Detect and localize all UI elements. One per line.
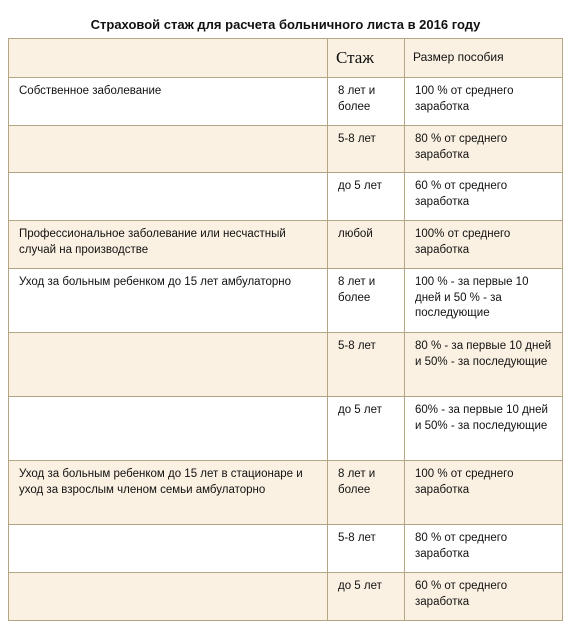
row-benefit-cell: 80 % от среднего заработка — [405, 126, 563, 173]
row-benefit-cell: 100 % от среднего заработка — [405, 78, 563, 126]
table-header-row — [9, 39, 563, 78]
row-case-cell: Уход за больным ребенком до 15 лет амбулаторно — [9, 269, 328, 333]
header-stazh: Стаж — [328, 39, 405, 78]
row-case-cell — [9, 525, 328, 573]
row-stazh-cell: 5-8 лет — [328, 333, 405, 397]
row-case-cell — [9, 397, 328, 461]
row-case-cell — [9, 573, 328, 621]
row-case-cell — [9, 173, 328, 221]
row-stazh-cell: любой — [328, 221, 405, 269]
table-row — [9, 221, 563, 269]
table-row — [9, 461, 563, 525]
row-benefit-cell: 100% от среднего заработка — [405, 221, 563, 269]
row-case-cell — [9, 333, 328, 397]
row-benefit-cell: 80 % от среднего заработка — [405, 525, 563, 573]
row-benefit-cell: 80 % - за первые 10 дней и 50% - за последующие — [405, 333, 563, 397]
row-stazh-cell: до 5 лет — [328, 573, 405, 621]
row-case-cell: Собственное заболевание — [9, 78, 328, 126]
table-row — [9, 269, 563, 333]
row-benefit-cell: 60 % от среднего заработка — [405, 573, 563, 621]
row-case-cell — [9, 126, 328, 173]
page-title: Страховой стаж для расчета больничного листа в 2016 году — [90, 17, 481, 32]
header-case — [9, 39, 328, 78]
table-row — [9, 397, 563, 461]
row-stazh-cell: 5-8 лет — [328, 126, 405, 173]
row-stazh-cell: 5-8 лет — [328, 525, 405, 573]
row-stazh-cell: 8 лет и более — [328, 78, 405, 126]
table-body — [9, 78, 563, 621]
row-benefit-cell: 100 % от среднего заработка — [405, 461, 563, 525]
row-benefit-cell: 100 % - за первые 10 дней и 50 % - за последующие — [405, 269, 563, 333]
header-benefit-size: Размер пособия — [405, 39, 563, 78]
row-stazh-cell: 8 лет и более — [328, 269, 405, 333]
table-row — [9, 78, 563, 126]
row-case-cell: Уход за больным ребенком до 15 лет в стационаре и уход за взрослым членом семьи амбулаторно — [9, 461, 328, 525]
table-row — [9, 573, 563, 621]
row-stazh-cell: 8 лет и более — [328, 461, 405, 525]
row-benefit-cell: 60% - за первые 10 дней и 50% - за последующие — [405, 397, 563, 461]
table-row — [9, 126, 563, 173]
table-row — [9, 333, 563, 397]
row-benefit-cell: 60 % от среднего заработка — [405, 173, 563, 221]
row-stazh-cell: до 5 лет — [328, 397, 405, 461]
row-case-cell: Профессиональное заболевание или несчастный случай на производстве — [9, 221, 328, 269]
table-row — [9, 525, 563, 573]
row-stazh-cell: до 5 лет — [328, 173, 405, 221]
benefit-table — [8, 38, 563, 621]
table-row — [9, 173, 563, 221]
